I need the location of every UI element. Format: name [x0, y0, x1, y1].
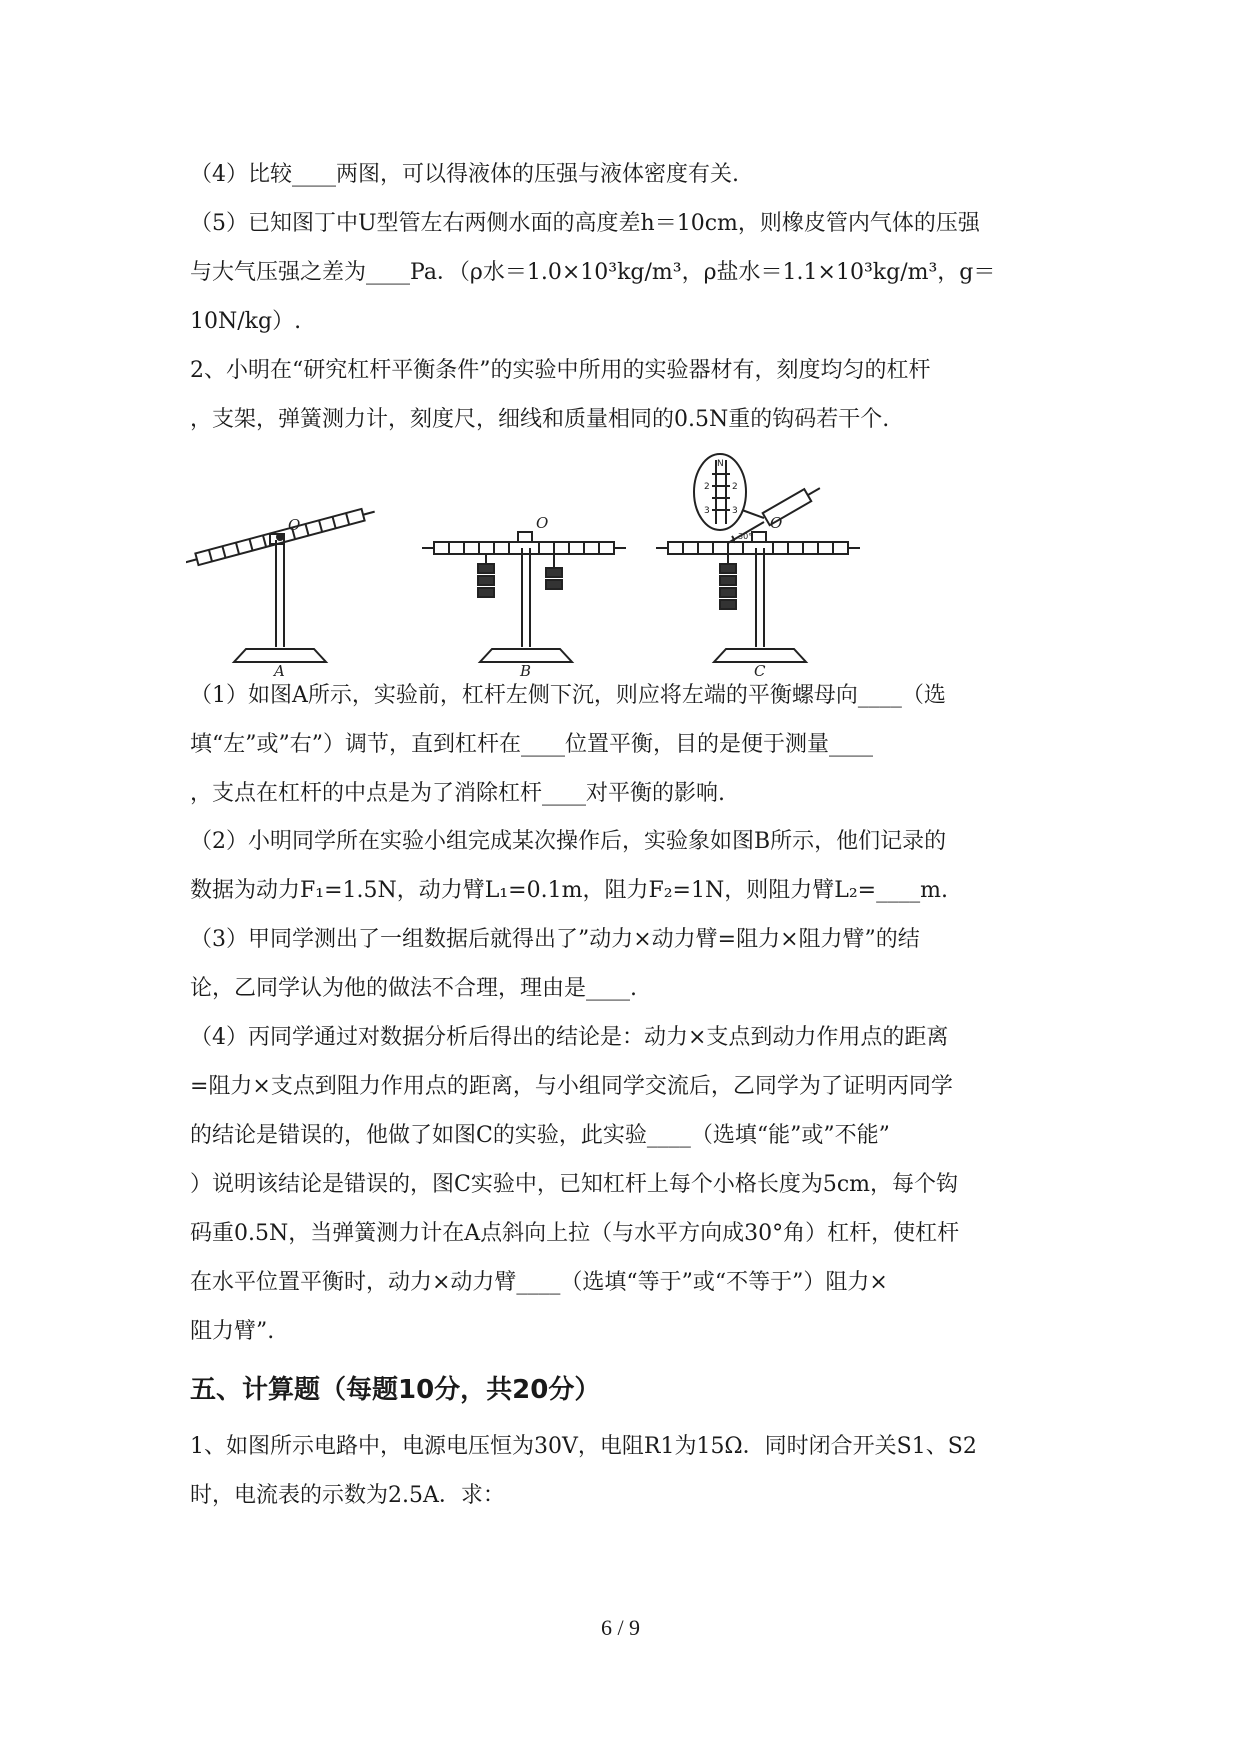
section-heading: 五、计算题（每题10分，共20分） — [190, 1375, 601, 1405]
figure-label-c: C — [754, 662, 766, 678]
scale-unit-label: N — [717, 459, 724, 469]
figure-label-b: B — [520, 662, 532, 678]
text-line: （4）比较____两图，可以得液体的压强与液体密度有关. — [190, 162, 739, 187]
text-line: 2、小明在“研究杠杆平衡条件”的实验中所用的实验器材有，刻度均匀的杠杆 — [190, 358, 931, 383]
page-number: 6 / 9 — [600, 1615, 641, 1640]
text-line: ，支点在杠杆的中点是为了消除杠杆____对平衡的影响. — [190, 781, 725, 806]
figure-label-a: A — [274, 662, 285, 678]
text-line: （5）已知图丁中U型管左右两侧水面的高度差h＝10cm，则橡皮管内气体的压强 — [190, 211, 980, 236]
text-line: =阻力×支点到阻力作用点的距离，与小组同学交流后，乙同学为了证明丙同学 — [190, 1074, 953, 1099]
lever-experiment-figures — [186, 452, 886, 678]
text-line: 码重0.5N，当弹簧测力计在A点斜向上拉（与水平方向成30°角）杠杆，使杠杆 — [190, 1221, 960, 1246]
figure-b-lever — [422, 532, 626, 662]
figure-c-lever — [656, 454, 860, 662]
angle-label: 30° — [738, 532, 753, 541]
scale-tick-label: 2 — [732, 482, 738, 492]
pivot-label-b: O — [536, 514, 549, 532]
text-line: （4）丙同学通过对数据分析后得出的结论是：动力×支点到动力作用点的距离 — [190, 1025, 949, 1050]
text-line: 的结论是错误的，他做了如图C的实验，此实验____（选填“能”或”不能” — [190, 1123, 890, 1148]
text-line: 阻力臂”. — [190, 1319, 275, 1344]
text-line: 与大气压强之差为____Pa．（ρ水＝1.0×10³kg/m³，ρ盐水＝1.1×10³kg/m³，g＝ — [190, 260, 996, 285]
scale-tick-label: 2 — [704, 482, 710, 492]
text-line: （1）如图A所示，实验前，杠杆左侧下沉，则应将左端的平衡螺母向____（选 — [190, 683, 946, 708]
text-line: 1、如图所示电路中，电源电压恒为30V，电阻R1为15Ω．同时闭合开关S1、S2 — [190, 1434, 977, 1459]
text-line: 论，乙同学认为他的做法不合理，理由是____. — [190, 976, 637, 1001]
figure-a-lever — [186, 506, 376, 662]
pivot-label-c: O — [770, 514, 783, 532]
text-line: 10N/kg）. — [190, 309, 302, 334]
text-line: 数据为动力F₁=1.5N，动力臂L₁=0.1m，阻力F₂=1N，则阻力臂L₂=____m. — [190, 878, 948, 903]
text-line: 在水平位置平衡时，动力×动力臂____（选填“等于”或“不等于”）阻力× — [190, 1270, 888, 1295]
text-line: ）说明该结论是错误的，图C实验中，已知杠杆上每个小格长度为5cm，每个钩 — [190, 1172, 959, 1197]
text-line: 时，电流表的示数为2.5A．求： — [190, 1483, 505, 1508]
scale-tick-label: 3 — [704, 506, 710, 516]
pivot-label-a: O — [288, 516, 301, 534]
text-line: 填“左”或”右”）调节，直到杠杆在____位置平衡，目的是便于测量____ — [190, 732, 873, 757]
scale-tick-label: 3 — [732, 506, 738, 516]
text-line: ，支架，弹簧测力计，刻度尺，细线和质量相同的0.5N重的钩码若干个. — [190, 407, 890, 432]
text-line: （3）甲同学测出了一组数据后就得出了”动力×动力臂=阻力×阻力臂”的结 — [190, 927, 920, 952]
text-line: （2）小明同学所在实验小组完成某次操作后，实验象如图B所示，他们记录的 — [190, 829, 947, 854]
